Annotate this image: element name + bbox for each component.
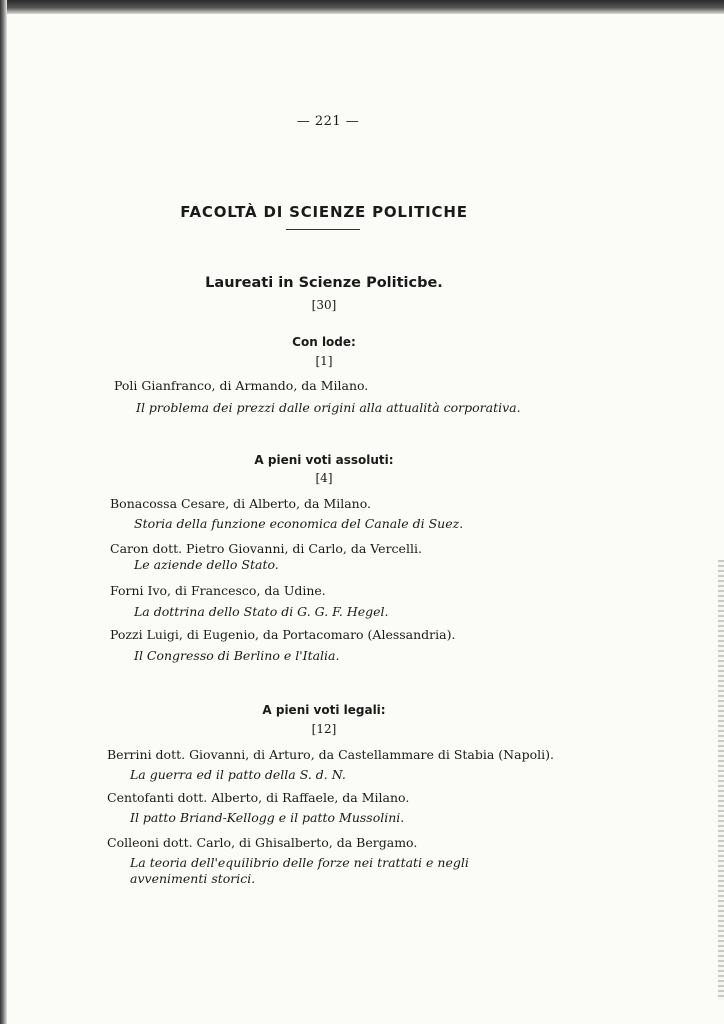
thesis-title: Storia della funzione economica del Canale di Suez. bbox=[134, 516, 464, 531]
thesis-title: Il patto Briand-Kellogg e il patto Mussolini. bbox=[130, 810, 405, 825]
thesis-title: La guerra ed il patto della S. d. N. bbox=[130, 767, 346, 782]
graduate-name: Berrini dott. Giovanni, di Arturo, da Castellammare di Stabia (Napoli). bbox=[107, 747, 554, 762]
thesis-title: Le aziende dello Stato. bbox=[134, 557, 279, 572]
scan-left-edge bbox=[0, 0, 7, 1024]
group-count-con-lode: [1] bbox=[315, 354, 333, 368]
thesis-title: La dottrina dello Stato di G. G. F. Hegel. bbox=[134, 604, 389, 619]
group-heading-con-lode: Con lode: bbox=[292, 335, 356, 349]
group-heading-voti-assoluti: A pieni voti assoluti: bbox=[254, 453, 394, 467]
main-count: [30] bbox=[311, 298, 337, 312]
title-rule bbox=[286, 229, 360, 230]
thesis-title: Il Congresso di Berlino e l'Italia. bbox=[134, 648, 340, 663]
thesis-title: La teoria dell'equilibrio delle forze nei trattati e negli avvenimenti storici. bbox=[130, 855, 469, 886]
group-count-voti-assoluti: [4] bbox=[315, 471, 333, 485]
graduate-name: Bonacossa Cesare, di Alberto, da Milano. bbox=[110, 496, 372, 511]
graduate-name: Poli Gianfranco, di Armando, da Milano. bbox=[114, 378, 369, 393]
scan-top-edge bbox=[0, 0, 724, 14]
scan-right-edge bbox=[718, 560, 724, 1000]
group-count-voti-legali: [12] bbox=[311, 722, 337, 736]
graduate-name: Forni Ivo, di Francesco, da Udine. bbox=[110, 583, 326, 598]
group-heading-voti-legali: A pieni voti legali: bbox=[262, 703, 386, 717]
main-heading: Laureati in Scienze Politicbe. bbox=[205, 275, 443, 291]
graduate-name: Caron dott. Pietro Giovanni, di Carlo, da Vercelli. bbox=[110, 541, 422, 556]
page-number: — 221 — bbox=[296, 114, 360, 129]
graduate-name: Centofanti dott. Alberto, di Raffaele, da Milano. bbox=[107, 790, 410, 805]
faculty-title: FACOLTÀ DI SCIENZE POLITICHE bbox=[180, 203, 468, 221]
graduate-name: Pozzi Luigi, di Eugenio, da Portacomaro (Alessandria). bbox=[110, 627, 456, 642]
thesis-title: Il problema dei prezzi dalle origini alla attualità corporativa. bbox=[136, 400, 521, 415]
graduate-name: Colleoni dott. Carlo, di Ghisalberto, da Bergamo. bbox=[107, 835, 418, 850]
